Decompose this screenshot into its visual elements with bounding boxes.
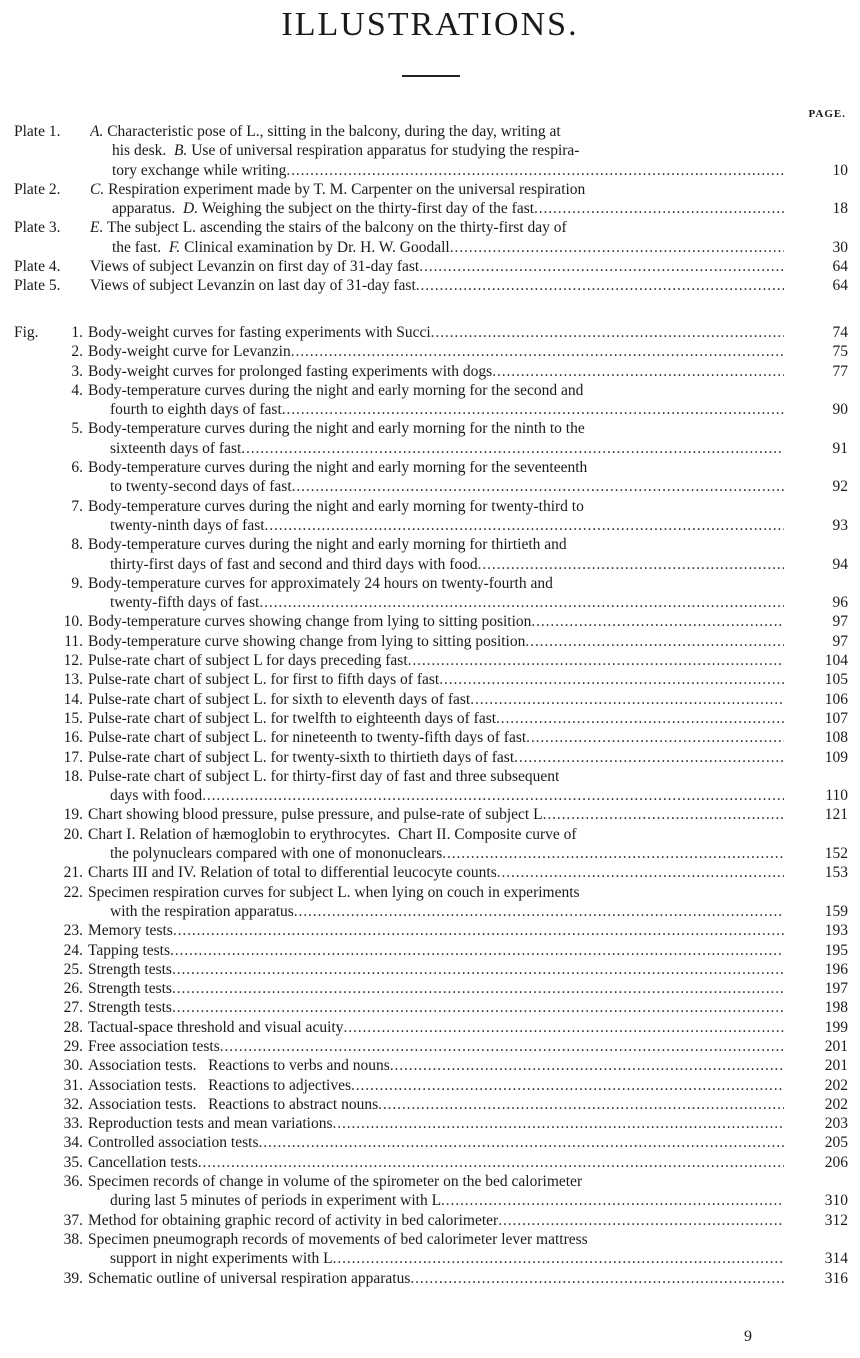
figure-number: 34.: [63, 1134, 83, 1152]
figure-number: 29.: [63, 1037, 83, 1055]
entry-text: Body-weight curve for Levanzin: [88, 343, 291, 361]
figure-number: 24.: [63, 941, 83, 959]
page-reference: 10: [832, 161, 848, 179]
figure-entry: [0, 1133, 860, 1152]
figure-entry: [0, 709, 860, 728]
entry-line: [88, 748, 784, 767]
entry-text: Pulse-rate chart of subject L. for thirty-first day of fast and three subsequent: [88, 767, 560, 785]
figure-entry: [0, 941, 860, 960]
page-number: 9: [744, 1328, 752, 1345]
figure-number: 13.: [63, 671, 83, 689]
dot-leader: [431, 323, 784, 342]
dot-leader: [441, 1191, 784, 1210]
page-reference: 90: [832, 401, 848, 419]
entry-text: E. The subject L. ascending the stairs of the balcony on the thirty-first day of: [90, 219, 567, 237]
figure-number: 4.: [71, 381, 83, 399]
figure-number: 36.: [63, 1173, 83, 1191]
entry-text: Body-temperature curve showing change from lying to sitting position: [88, 632, 526, 650]
figure-entry: [0, 362, 860, 381]
dot-leader: [531, 612, 784, 631]
entry-line: [88, 670, 784, 689]
dot-leader: [390, 1056, 784, 1075]
entry-text: Chart showing blood pressure, pulse pressure, and pulse-rate of subject L: [88, 806, 543, 824]
entry-line: [88, 1249, 784, 1268]
entry-text: Pulse-rate chart of subject L. for nineteenth to twenty-fifth days of fast: [88, 729, 527, 747]
page-reference: 96: [832, 594, 848, 612]
entry-line: [88, 1114, 784, 1133]
figure-number: 3.: [71, 362, 83, 380]
entry-line: [88, 863, 784, 882]
entry-line: [88, 612, 784, 631]
entry-text: thirty-first days of fast and second and third days with food: [110, 555, 478, 573]
figure-entry: [0, 979, 860, 998]
page-reference: 110: [825, 787, 848, 805]
figure-entry: [0, 960, 860, 979]
entry-line: [90, 257, 784, 276]
page-reference: 201: [824, 1057, 848, 1075]
page-reference: 152: [824, 845, 848, 863]
figure-number: 10.: [63, 613, 83, 631]
entry-line: [90, 276, 784, 295]
dot-leader: [408, 651, 784, 670]
entry-line: [90, 238, 784, 257]
dot-leader: [470, 690, 784, 709]
page-reference: 316: [824, 1269, 848, 1287]
plate-label: Plate 2.: [14, 180, 61, 198]
entry-text: Specimen respiration curves for subject L. when lying on couch in experiments: [88, 883, 580, 901]
page-reference: 197: [824, 980, 848, 998]
entry-text: Pulse-rate chart of subject L for days preceding fast: [88, 652, 408, 670]
entry-text: Free association tests: [88, 1037, 220, 1055]
figure-entry: [0, 670, 860, 689]
figure-entry: [0, 1018, 860, 1037]
entry-line: [88, 690, 784, 709]
dot-leader: [172, 998, 784, 1017]
entry-line: [88, 516, 784, 535]
page-reference: 74: [832, 324, 848, 341]
figure-entry: [0, 825, 860, 864]
figure-number: 39.: [63, 1269, 83, 1287]
entry-line: [90, 161, 784, 180]
entry-line: [88, 439, 784, 458]
dot-leader: [170, 941, 784, 960]
figure-number: 8.: [71, 536, 83, 554]
entry-text: support in night experiments with L: [110, 1250, 333, 1268]
page-reference: 64: [832, 258, 848, 276]
figure-number: 17.: [63, 748, 83, 766]
dot-leader: [442, 844, 784, 863]
figure-number: 38.: [63, 1230, 83, 1248]
page-reference: 64: [832, 277, 848, 295]
entry-text: Pulse-rate chart of subject L. for twenty-sixth to thirtieth days of fast: [88, 748, 515, 766]
entry-text: Tapping tests: [88, 941, 171, 959]
dot-leader: [286, 161, 784, 180]
entry-line: [88, 477, 784, 496]
entry-line: [88, 342, 784, 361]
page-reference: 202: [824, 1076, 848, 1094]
dot-leader: [333, 1249, 784, 1268]
figure-entry: [0, 1037, 860, 1056]
figure-number: 21.: [63, 864, 83, 882]
entry-text: the polynuclears compared with one of mononuclears: [110, 845, 443, 863]
plate-entry: [0, 122, 860, 180]
plate-entry: [0, 276, 860, 295]
page-reference: 312: [824, 1211, 848, 1229]
dot-leader: [351, 1076, 784, 1095]
dot-leader: [416, 276, 784, 295]
dot-leader: [492, 362, 784, 381]
figure-number: 25.: [63, 960, 83, 978]
entry-line: [88, 979, 784, 998]
figure-number: 31.: [63, 1076, 83, 1094]
dot-leader: [498, 1211, 784, 1230]
dot-leader: [450, 238, 784, 257]
entry-line: [88, 651, 784, 670]
entry-text: Views of subject Levanzin on first day of 31-day fast: [90, 258, 420, 276]
entry-text: Strength tests: [88, 980, 172, 998]
entry-text: twenty-ninth days of fast: [110, 516, 265, 534]
dot-leader: [410, 1269, 784, 1288]
page-reference: 75: [832, 343, 848, 361]
dot-leader: [378, 1095, 784, 1114]
entry-line: [88, 902, 784, 921]
figure-entry: [0, 535, 860, 574]
entry-line: [88, 1191, 784, 1210]
figure-entry: [0, 1076, 860, 1095]
page-reference: 201: [824, 1037, 848, 1055]
entry-text: Association tests. Reactions to verbs and nouns: [88, 1057, 390, 1075]
page-reference: 196: [824, 960, 848, 978]
entry-text: Controlled association tests: [88, 1134, 259, 1152]
entry-line: [88, 941, 784, 960]
entry-text: his desk. B. Use of universal respiration apparatus for studying the respira-: [112, 142, 580, 160]
entry-text: twenty-fifth days of fast: [110, 594, 260, 612]
figure-entry: [0, 497, 860, 536]
entry-line: [88, 1076, 784, 1095]
entry-text: apparatus. D. Weighing the subject on the thirty-first day of the fast: [112, 200, 535, 218]
page-reference: 202: [824, 1095, 848, 1113]
page-reference: 108: [824, 729, 848, 747]
entry-line: [88, 1211, 784, 1230]
entry-line: [88, 1095, 784, 1114]
entry-text: C. Respiration experiment made by T. M. Carpenter on the universal respiration: [90, 180, 586, 198]
page-title: ILLUSTRATIONS.: [281, 6, 579, 43]
entry-text: Body-temperature curves during the night and early morning for the second and: [88, 381, 584, 399]
entry-text: Pulse-rate chart of subject L. for sixth to eleventh days of fast: [88, 690, 471, 708]
figure-entry: [0, 767, 860, 806]
figure-entry: [0, 805, 860, 824]
fig-prefix: Fig.: [14, 324, 39, 341]
entry-text: Body-temperature curves during the night and early morning for the ninth to the: [88, 420, 585, 438]
figure-number: 14.: [63, 690, 83, 708]
entry-text: Body-temperature curves for approximately 24 hours on twenty-fourth and: [88, 574, 553, 592]
entry-line: [88, 728, 784, 747]
entry-text: Specimen pneumograph records of movements of bed calorimeter lever mattress: [88, 1230, 588, 1248]
dot-leader: [220, 1037, 784, 1056]
plate-label: Plate 5.: [14, 277, 61, 295]
dot-leader: [419, 257, 784, 276]
figure-number: 15.: [63, 709, 83, 727]
figure-entry: [0, 381, 860, 420]
page-reference: 198: [824, 999, 848, 1017]
plate-entry: [0, 257, 860, 276]
entry-line: [88, 709, 784, 728]
entry-text: A. Characteristic pose of L., sitting in the balcony, during the day, writing at: [90, 123, 561, 140]
page-reference: 97: [832, 632, 848, 650]
entry-text: Association tests. Reactions to adjectives: [88, 1076, 352, 1094]
entry-text: Memory tests: [88, 922, 173, 940]
entry-text: Body-temperature curves during the night and early morning for twenty-third to: [88, 497, 584, 515]
figure-number: 6.: [71, 459, 83, 477]
entry-text: Cancellation tests: [88, 1153, 198, 1171]
page-reference: 203: [824, 1115, 848, 1133]
plate-label: Plate 3.: [14, 219, 61, 237]
figure-entry: [0, 458, 860, 497]
dot-leader: [241, 439, 784, 458]
entry-text: Pulse-rate chart of subject L. for twelfth to eighteenth days of fast: [88, 709, 497, 727]
page-reference: 104: [824, 652, 848, 670]
dot-leader: [172, 960, 784, 979]
figure-number: 30.: [63, 1057, 83, 1075]
entry-line: [88, 1056, 784, 1075]
dot-leader: [439, 670, 784, 689]
figure-entry: [0, 651, 860, 670]
entry-text: during last 5 minutes of periods in experiment with L: [110, 1192, 442, 1210]
entry-text: Body-temperature curves during the night and early morning for thirtieth and: [88, 536, 567, 554]
figure-entry: [0, 748, 860, 767]
figure-entry: [0, 863, 860, 882]
figure-entry: [0, 323, 860, 342]
dot-leader: [172, 979, 784, 998]
figure-entry: [0, 342, 860, 361]
entry-line: [88, 921, 784, 940]
entry-text: Chart I. Relation of hæmoglobin to erythrocytes. Chart II. Composite curve of: [88, 825, 577, 843]
entry-text: Body-temperature curves during the night and early morning for the seventeenth: [88, 459, 588, 477]
entry-text: Pulse-rate chart of subject L. for first to fifth days of fast: [88, 671, 440, 689]
figure-entry: [0, 1269, 860, 1288]
figure-number: 33.: [63, 1115, 83, 1133]
entry-line: [88, 998, 784, 1017]
entry-text: Specimen records of change in volume of the spirometer on the bed calorimeter: [88, 1173, 583, 1191]
page-reference: 92: [832, 478, 848, 496]
figure-number: 32.: [63, 1095, 83, 1113]
entry-line: [88, 960, 784, 979]
entry-text: the fast. F. Clinical examination by Dr. H. W. Goodall: [112, 238, 450, 256]
entry-text: Body-weight curves for fasting experiments with Succi: [88, 324, 431, 341]
figure-entry: [0, 632, 860, 651]
page-reference: 310: [824, 1192, 848, 1210]
plate-entry: [0, 180, 860, 219]
figure-entry: [0, 419, 860, 458]
page-reference: 153: [824, 864, 848, 882]
plate-label: Plate 1.: [14, 123, 61, 140]
page-reference: 91: [832, 439, 848, 457]
entry-line: [88, 1269, 784, 1288]
figure-entry: [0, 1095, 860, 1114]
entry-line: [88, 362, 784, 381]
page-reference: 109: [824, 748, 848, 766]
figure-number: 16.: [63, 729, 83, 747]
figure-number: 28.: [63, 1018, 83, 1036]
entry-text: Views of subject Levanzin on last day of 31-day fast: [90, 277, 416, 295]
page-reference: 121: [824, 806, 848, 824]
page-reference: 105: [824, 671, 848, 689]
dot-leader: [294, 902, 784, 921]
figure-entry: [0, 574, 860, 613]
page-reference: 206: [824, 1153, 848, 1171]
entry-line: [90, 199, 784, 218]
entry-line: [88, 400, 784, 419]
entry-text: Tactual-space threshold and visual acuity: [88, 1018, 344, 1036]
title-rule: [402, 75, 460, 77]
dot-leader: [497, 863, 784, 882]
dot-leader: [343, 1018, 784, 1037]
entry-line: [88, 593, 784, 612]
dot-leader: [543, 805, 784, 824]
plates-list: [0, 122, 860, 296]
figure-entry: [0, 612, 860, 631]
entry-line: [88, 1018, 784, 1037]
entry-text: fourth to eighth days of fast: [110, 401, 282, 419]
figure-entry: [0, 1211, 860, 1230]
figures-list: [0, 323, 860, 1288]
entry-text: Schematic outline of universal respiration apparatus: [88, 1269, 411, 1287]
dot-leader: [478, 555, 784, 574]
figure-number: 9.: [71, 574, 83, 592]
figure-number: 27.: [63, 999, 83, 1017]
entry-line: [88, 555, 784, 574]
entry-text: Body-weight curves for prolonged fasting experiments with dogs: [88, 362, 493, 380]
page-reference: 106: [824, 690, 848, 708]
page-column-header: PAGE.: [808, 108, 846, 120]
page-reference: 199: [824, 1018, 848, 1036]
entry-text: to twenty-second days of fast: [110, 478, 292, 496]
entry-line: [88, 323, 784, 342]
dot-leader: [259, 593, 784, 612]
entry-text: days with food: [110, 787, 203, 805]
entry-line: [88, 786, 784, 805]
figure-number: 5.: [71, 420, 83, 438]
entry-text: Charts III and IV. Relation of total to differential leucocyte counts: [88, 864, 497, 882]
dot-leader: [258, 1133, 784, 1152]
dot-leader: [198, 1153, 784, 1172]
figure-number: 7.: [71, 497, 83, 515]
figure-entry: [0, 921, 860, 940]
plate-entry: [0, 218, 860, 257]
figure-number: 19.: [63, 806, 83, 824]
entry-text: Reproduction tests and mean variations: [88, 1115, 333, 1133]
entry-text: tory exchange while writing: [112, 161, 287, 179]
figure-number: 35.: [63, 1153, 83, 1171]
page-reference: 159: [824, 902, 848, 920]
page-reference: 30: [832, 238, 848, 256]
figure-entry: [0, 1114, 860, 1133]
entry-line: [88, 1037, 784, 1056]
figure-number: 20.: [63, 825, 83, 843]
figure-number: 26.: [63, 980, 83, 998]
entry-line: [88, 1153, 784, 1172]
entry-text: Strength tests: [88, 999, 172, 1017]
page-reference: 97: [832, 613, 848, 631]
page-reference: 94: [832, 555, 848, 573]
entry-line: [88, 1133, 784, 1152]
dot-leader: [496, 709, 784, 728]
entry-line: [88, 632, 784, 651]
dot-leader: [534, 199, 784, 218]
page-reference: 77: [832, 362, 848, 380]
figure-entry: [0, 1230, 860, 1269]
entry-line: [88, 805, 784, 824]
dot-leader: [202, 786, 784, 805]
page-reference: 193: [824, 922, 848, 940]
dot-leader: [265, 516, 784, 535]
figure-entry: [0, 1172, 860, 1211]
figure-number: 2.: [71, 343, 83, 361]
figure-entry: [0, 1153, 860, 1172]
figure-entry: [0, 1056, 860, 1075]
figure-entry: [0, 998, 860, 1017]
figure-number: 11.: [64, 632, 83, 650]
dot-leader: [514, 748, 784, 767]
page-reference: 195: [824, 941, 848, 959]
dot-leader: [292, 477, 784, 496]
page-reference: 314: [824, 1250, 848, 1268]
dot-leader: [526, 728, 784, 747]
dot-leader: [173, 921, 784, 940]
figure-number: 37.: [63, 1211, 83, 1229]
figure-entry: [0, 690, 860, 709]
entry-text: Association tests. Reactions to abstract nouns: [88, 1095, 379, 1113]
figure-entry: [0, 728, 860, 747]
dot-leader: [525, 632, 784, 651]
entry-text: Body-temperature curves showing change from lying to sitting position: [88, 613, 532, 631]
page-reference: 18: [832, 200, 848, 218]
dot-leader: [291, 342, 784, 361]
figure-number: 18.: [63, 767, 83, 785]
figure-number: 1.: [71, 324, 83, 341]
entry-line: [88, 844, 784, 863]
figure-number: 12.: [63, 652, 83, 670]
dot-leader: [282, 400, 784, 419]
page-reference: 107: [824, 709, 848, 727]
page-reference: 93: [832, 516, 848, 534]
figure-number: 22.: [63, 883, 83, 901]
dot-leader: [333, 1114, 785, 1133]
plate-label: Plate 4.: [14, 258, 61, 276]
entry-text: Strength tests: [88, 960, 172, 978]
entry-text: sixteenth days of fast: [110, 439, 242, 457]
figure-number: 23.: [63, 922, 83, 940]
figure-entry: [0, 883, 860, 922]
entry-text: Method for obtaining graphic record of activity in bed calorimeter: [88, 1211, 499, 1229]
page-reference: 205: [824, 1134, 848, 1152]
entry-text: with the respiration apparatus: [110, 902, 294, 920]
